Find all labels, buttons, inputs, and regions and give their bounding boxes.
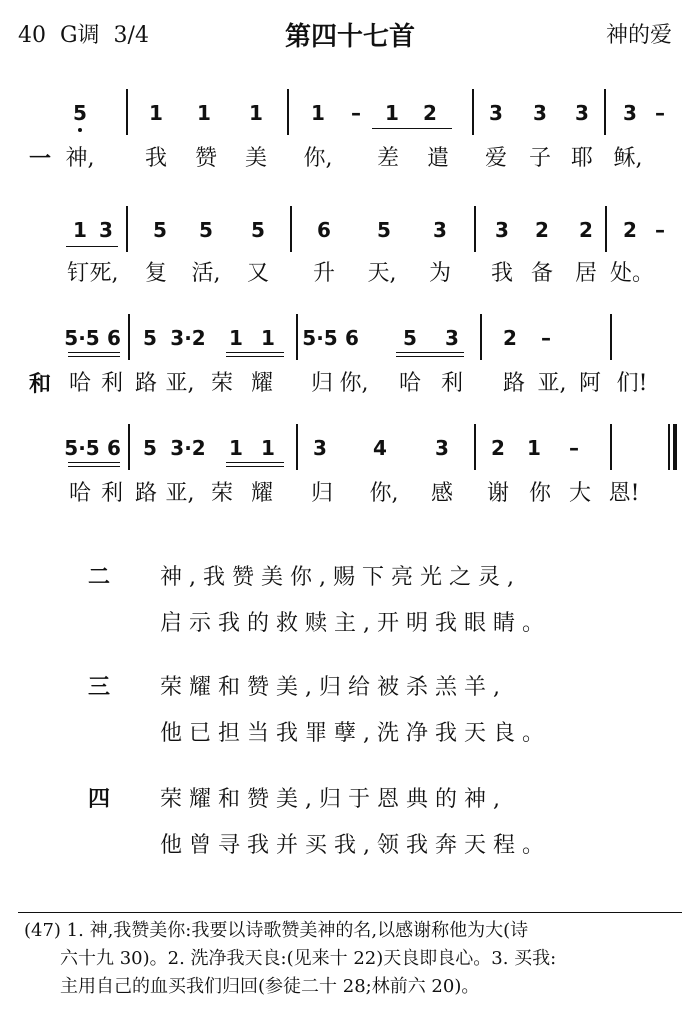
note: 6 bbox=[317, 218, 331, 242]
lyric-syllable: 你, bbox=[369, 481, 399, 506]
note: 5 bbox=[143, 326, 157, 350]
lyric-syllable: 处。 bbox=[609, 261, 655, 286]
lyric-syllable: 哈 bbox=[398, 371, 422, 396]
beam-line bbox=[68, 352, 120, 353]
note: 5 bbox=[251, 218, 265, 242]
lyric-syllable: 你 bbox=[528, 481, 552, 506]
barline bbox=[480, 314, 482, 360]
barline bbox=[474, 206, 476, 252]
final-barline bbox=[673, 424, 677, 470]
final-barline bbox=[668, 424, 670, 470]
note: 3 bbox=[575, 101, 589, 125]
lyric-syllable: 活, bbox=[191, 261, 221, 286]
lyric-syllable: 亚, bbox=[165, 371, 195, 396]
note: 5·5 bbox=[64, 436, 100, 460]
beam-line bbox=[68, 356, 120, 357]
note: 1 bbox=[527, 436, 541, 460]
note: 3 bbox=[99, 218, 113, 242]
beam-line bbox=[68, 466, 120, 467]
beam-line bbox=[226, 462, 284, 463]
note: 5 bbox=[199, 218, 213, 242]
lyric-syllable: 遣 bbox=[426, 146, 450, 171]
verse-line: 荣耀和赞美,归给被杀羔羊, bbox=[160, 675, 507, 700]
lyric-syllable: 我 bbox=[490, 261, 514, 286]
barline bbox=[128, 424, 130, 470]
lyric-syllable: 哈 bbox=[68, 481, 92, 506]
beam-line bbox=[68, 462, 120, 463]
lyric-syllable: 耀 bbox=[250, 371, 274, 396]
lyric-syllable: 归 bbox=[310, 481, 334, 506]
beam-line bbox=[372, 128, 452, 129]
barline bbox=[610, 424, 612, 470]
note: 1 bbox=[73, 218, 87, 242]
lyric-syllable: 荣 bbox=[210, 481, 234, 506]
note: 3 bbox=[445, 326, 459, 350]
hymn-number-key-time: 40 G调 3/4 bbox=[18, 23, 149, 48]
lyric-syllable: 利 bbox=[440, 371, 464, 396]
note: 1 bbox=[249, 101, 263, 125]
lyric-syllable: 你, bbox=[339, 371, 369, 396]
barline bbox=[126, 206, 128, 252]
verse-number: 三 bbox=[88, 675, 111, 700]
note: 1 bbox=[385, 101, 399, 125]
note: 1 bbox=[149, 101, 163, 125]
barline bbox=[604, 89, 606, 135]
lyric-syllable: 阿 bbox=[578, 371, 602, 396]
lyric-syllable: 荣 bbox=[210, 371, 234, 396]
barline bbox=[472, 89, 474, 135]
lyric-syllable: 哈 bbox=[68, 371, 92, 396]
hold-dash: – bbox=[351, 101, 361, 125]
hold-dash: – bbox=[541, 326, 551, 350]
beam-line bbox=[226, 466, 284, 467]
barline bbox=[296, 314, 298, 360]
lyric-syllable: 赞 bbox=[194, 146, 218, 171]
note: 3·2 bbox=[170, 436, 206, 460]
note: 3 bbox=[623, 101, 637, 125]
note: 5 bbox=[73, 101, 87, 125]
barline bbox=[290, 206, 292, 252]
lyric-syllable: 路 bbox=[134, 481, 158, 506]
note: 3·2 bbox=[170, 326, 206, 350]
hymn-subject: 神的爱 bbox=[605, 23, 672, 48]
note: 1 bbox=[261, 436, 275, 460]
verse-line: 启示我的救赎主,开明我眼睛。 bbox=[160, 611, 551, 636]
lyric-syllable: 恩! bbox=[608, 481, 640, 506]
note: 1 bbox=[311, 101, 325, 125]
lyric-syllable: 居 bbox=[574, 261, 598, 286]
lyric-syllable: 感 bbox=[430, 481, 454, 506]
lyric-syllable: 大 bbox=[568, 481, 592, 506]
lyric-syllable: 路 bbox=[502, 371, 526, 396]
verse-label: 和 bbox=[28, 371, 52, 397]
lower-octave-dot bbox=[78, 128, 82, 132]
beam-line bbox=[66, 246, 118, 247]
lyric-syllable: 备 bbox=[530, 261, 554, 286]
verse-line: 神,我赞美你,赐下亮光之灵, bbox=[160, 565, 521, 590]
lyric-syllable: 亚, bbox=[165, 481, 195, 506]
footnote-line: (47) 1. 神,我赞美你:我要以诗歌赞美神的名,以感谢称他为大(诗 bbox=[24, 920, 529, 941]
note: 3 bbox=[433, 218, 447, 242]
footnote-line: 六十九 30)。2. 洗净我天良:(见来十 22)天良即良心。3. 买我: bbox=[60, 948, 557, 969]
lyric-syllable: 利 bbox=[100, 481, 124, 506]
note: 2 bbox=[503, 326, 517, 350]
note: 5·5 bbox=[64, 326, 100, 350]
note: 5 bbox=[143, 436, 157, 460]
lyric-syllable: 子 bbox=[528, 146, 552, 171]
lyric-syllable: 死, bbox=[89, 261, 119, 286]
note: 1 bbox=[261, 326, 275, 350]
lyric-syllable: 复 bbox=[144, 261, 168, 286]
lyric-syllable: 耶 bbox=[570, 146, 594, 171]
lyric-syllable: 归 bbox=[310, 371, 334, 396]
lyric-syllable: 利 bbox=[100, 371, 124, 396]
note: 6 bbox=[107, 326, 121, 350]
beam-line bbox=[396, 352, 464, 353]
verse-label: 一 bbox=[28, 146, 52, 172]
verse-number: 二 bbox=[88, 565, 111, 590]
lyric-syllable: 你, bbox=[303, 146, 333, 171]
lyric-syllable: 天, bbox=[367, 261, 397, 286]
lyric-syllable: 耀 bbox=[250, 481, 274, 506]
note: 2 bbox=[579, 218, 593, 242]
note: 3 bbox=[435, 436, 449, 460]
note: 3 bbox=[533, 101, 547, 125]
verse-line: 他已担当我罪孽,洗净我天良。 bbox=[160, 721, 551, 746]
lyric-syllable: 们! bbox=[616, 371, 648, 396]
lyric-syllable: 我 bbox=[144, 146, 168, 171]
note: 5·5 bbox=[302, 326, 338, 350]
lyric-syllable: 钉 bbox=[66, 261, 90, 286]
note: 5 bbox=[153, 218, 167, 242]
barline bbox=[605, 206, 607, 252]
hold-dash: – bbox=[569, 436, 579, 460]
note: 1 bbox=[229, 326, 243, 350]
lyric-syllable: 亚, bbox=[537, 371, 567, 396]
beam-line bbox=[226, 356, 284, 357]
note: 3 bbox=[313, 436, 327, 460]
barline bbox=[610, 314, 612, 360]
note: 2 bbox=[623, 218, 637, 242]
verse-line: 荣耀和赞美,归于恩典的神, bbox=[160, 787, 507, 812]
note: 2 bbox=[423, 101, 437, 125]
barline bbox=[287, 89, 289, 135]
barline bbox=[128, 314, 130, 360]
barline bbox=[296, 424, 298, 470]
lyric-syllable: 谢 bbox=[486, 481, 510, 506]
footnote-line: 主用自己的血买我们归回(参徒二十 28;林前六 20)。 bbox=[60, 976, 480, 997]
footnote-divider bbox=[18, 912, 682, 913]
lyric-syllable: 爱 bbox=[484, 146, 508, 171]
note: 5 bbox=[377, 218, 391, 242]
lyric-syllable: 升 bbox=[312, 261, 336, 286]
note: 1 bbox=[197, 101, 211, 125]
note: 6 bbox=[345, 326, 359, 350]
lyric-syllable: 又 bbox=[246, 261, 270, 286]
note: 2 bbox=[491, 436, 505, 460]
hold-dash: – bbox=[655, 218, 665, 242]
verse-number: 四 bbox=[88, 787, 111, 812]
lyric-syllable: 稣, bbox=[613, 146, 643, 171]
note: 1 bbox=[229, 436, 243, 460]
note: 6 bbox=[107, 436, 121, 460]
lyric-syllable: 差 bbox=[376, 146, 400, 171]
barline bbox=[126, 89, 128, 135]
note: 3 bbox=[495, 218, 509, 242]
note: 2 bbox=[535, 218, 549, 242]
lyric-syllable: 为 bbox=[428, 261, 452, 286]
note: 5 bbox=[403, 326, 417, 350]
hymn-title: 第四十七首 bbox=[284, 22, 415, 52]
lyric-syllable: 美 bbox=[244, 146, 268, 171]
hold-dash: – bbox=[655, 101, 665, 125]
note: 3 bbox=[489, 101, 503, 125]
barline bbox=[474, 424, 476, 470]
lyric-syllable: 路 bbox=[134, 371, 158, 396]
beam-line bbox=[396, 356, 464, 357]
verse-line: 他曾寻我并买我,领我奔天程。 bbox=[160, 833, 551, 858]
note: 4 bbox=[373, 436, 387, 460]
beam-line bbox=[226, 352, 284, 353]
lyric-syllable: 神, bbox=[65, 146, 95, 171]
